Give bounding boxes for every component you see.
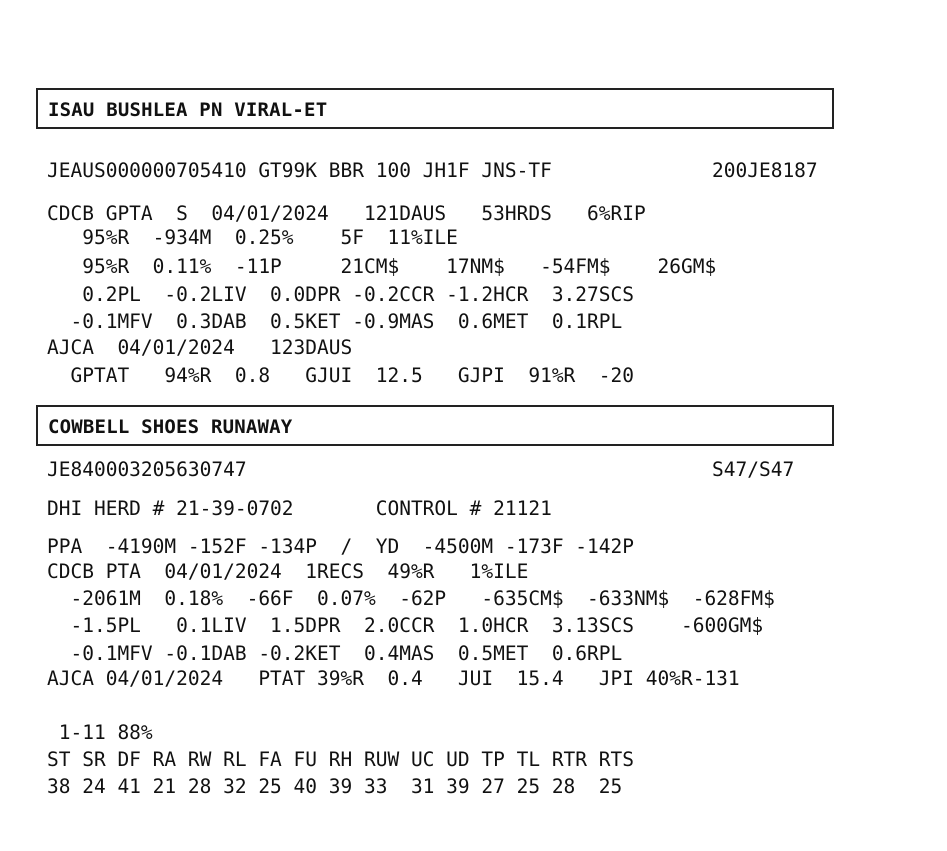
animal2-herd-line: DHI HERD # 21-39-0702 CONTROL # 21121: [47, 497, 552, 520]
animal1-cdcb-line-3: 95%R 0.11% -11P 21CM$ 17NM$ -54FM$ 26GM$: [47, 255, 717, 278]
animal1-cdcb-line-5: -0.1MFV 0.3DAB 0.5KET -0.9MAS 0.6MET 0.1RPL: [47, 310, 623, 333]
animal1-ajca-line-2: GPTAT 94%R 0.8 GJUI 12.5 GJPI 91%R -20: [47, 364, 634, 387]
animal1-cdcb-line-1: CDCB GPTA S 04/01/2024 121DAUS 53HRDS 6%RIP: [47, 202, 646, 225]
animal2-id-line: JE840003205630747: [47, 458, 247, 481]
animal2-title: COWBELL SHOES RUNAWAY: [48, 416, 293, 438]
animal2-ajca-line: AJCA 04/01/2024 PTAT 39%R 0.4 JUI 15.4 JPI 40%R-131: [47, 667, 740, 690]
animal1-cdcb-line-4: 0.2PL -0.2LIV 0.0DPR -0.2CCR -1.2HCR 3.27SCS: [47, 283, 634, 306]
animal2-class-line: 1-11 88%: [47, 721, 153, 744]
animal1-ajca-line-1: AJCA 04/01/2024 123DAUS: [47, 336, 353, 359]
animal2-cdcb-line-4: -0.1MFV -0.1DAB -0.2KET 0.4MAS 0.5MET 0.6RPL: [47, 642, 623, 665]
animal2-cdcb-line-3: -1.5PL 0.1LIV 1.5DPR 2.0CCR 1.0HCR 3.13SCS -600GM$: [47, 614, 764, 637]
animal1-title: ISAU BUSHLEA PN VIRAL-ET: [48, 99, 328, 121]
animal2-cdcb-line-1: CDCB PTA 04/01/2024 1RECS 49%R 1%ILE: [47, 560, 529, 583]
animal2-traits-header: ST SR DF RA RW RL FA FU RH RUW UC UD TP TL RTR RTS: [47, 748, 634, 771]
animal1-id-right: 200JE8187: [712, 159, 818, 182]
animal1-header-box: [36, 88, 834, 129]
animal2-ppa-line: PPA -4190M -152F -134P / YD -4500M -173F -142P: [47, 535, 634, 558]
animal2-cdcb-line-2: -2061M 0.18% -66F 0.07% -62P -635CM$ -633NM$ -628FM$: [47, 587, 775, 610]
animal1-id-line: JEAUS000000705410 GT99K BBR 100 JH1F JNS-TF: [47, 159, 552, 182]
animal1-cdcb-line-2: 95%R -934M 0.25% 5F 11%ILE: [47, 226, 458, 249]
animal2-traits-values: 38 24 41 21 28 32 25 40 39 33 31 39 27 25 28 25: [47, 775, 623, 798]
animal2-id-right: S47/S47: [712, 458, 795, 481]
animal2-header-box: [36, 405, 834, 446]
